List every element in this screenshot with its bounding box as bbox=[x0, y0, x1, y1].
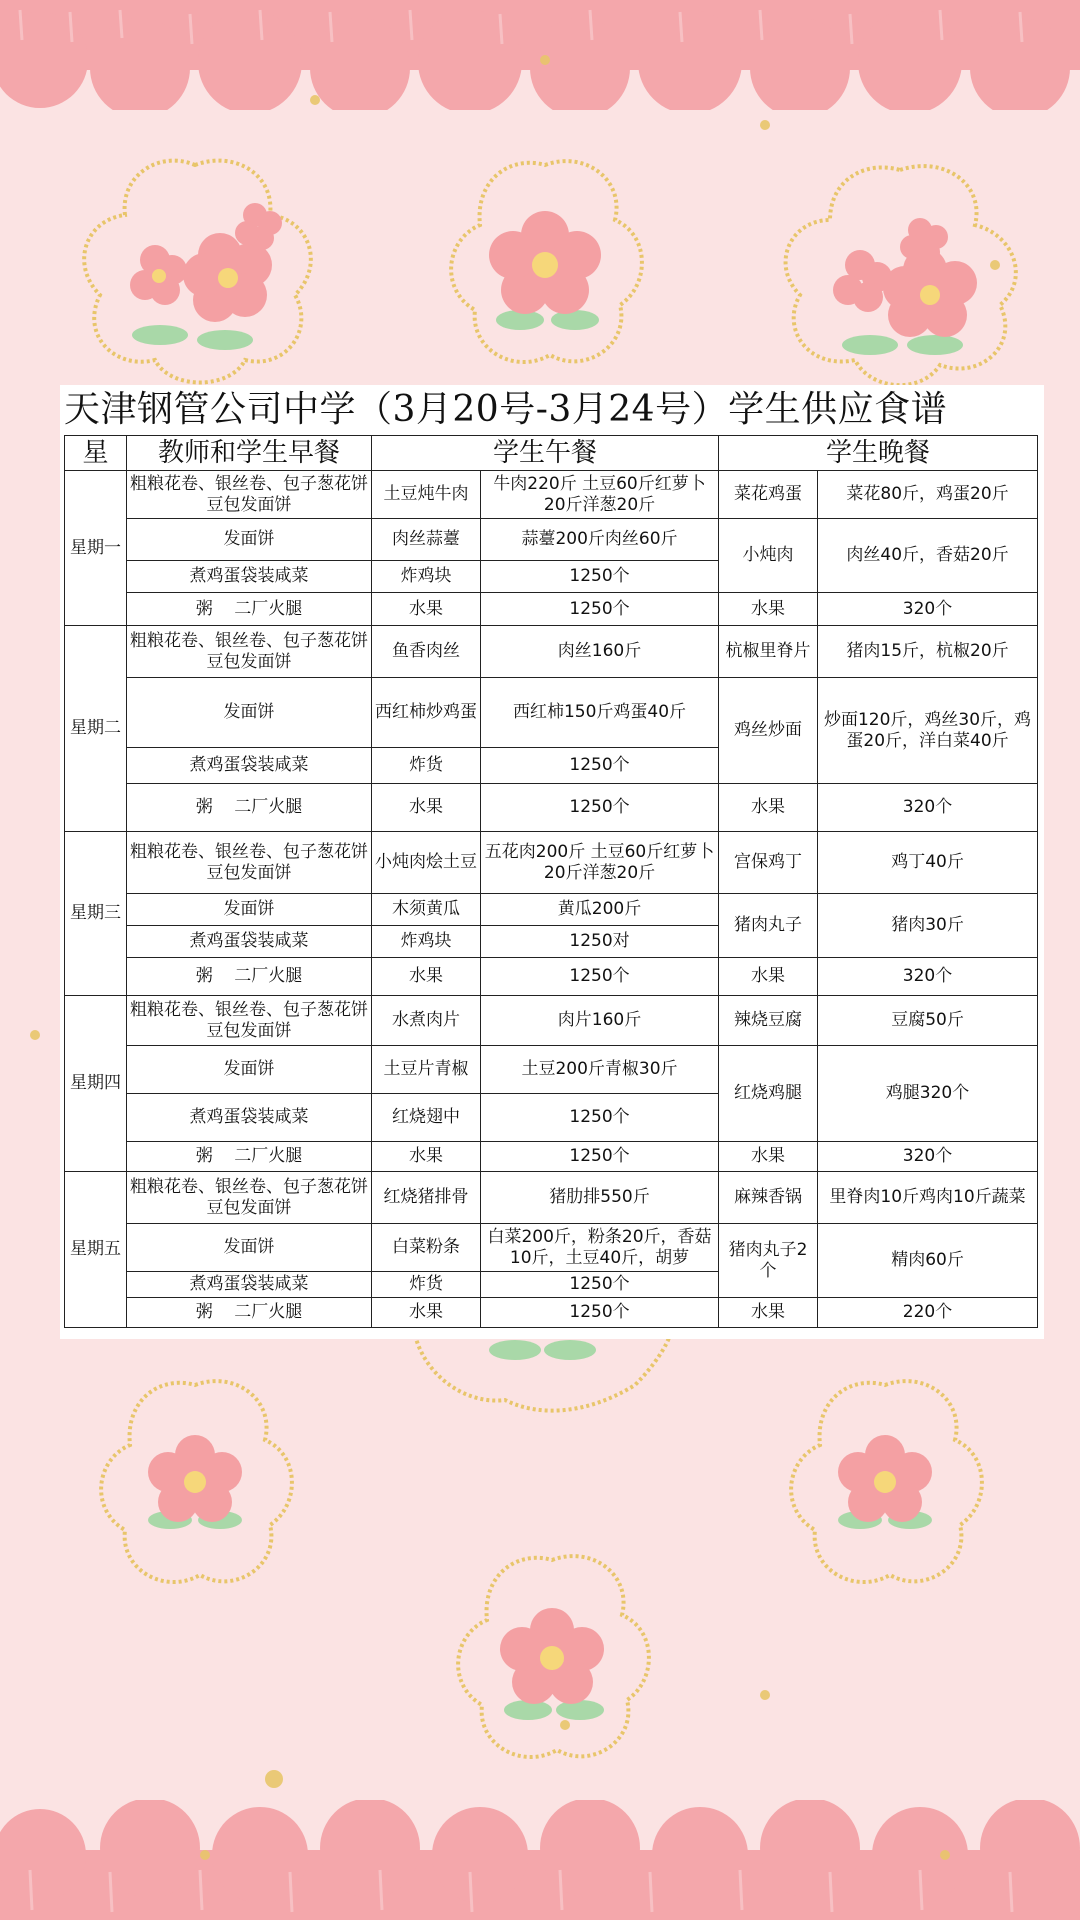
lunch-qty-cell: 1250个 bbox=[481, 958, 719, 996]
breakfast-cell: 粥 二厂火腿 bbox=[127, 1142, 372, 1172]
lunch-qty-cell: 1250个 bbox=[481, 593, 719, 626]
dinner-qty-cell: 猪肉30斤 bbox=[818, 894, 1038, 958]
sparkle-dot bbox=[560, 1720, 570, 1730]
dinner-qty-cell: 猪肉15斤，杭椒20斤 bbox=[818, 626, 1038, 678]
dinner-qty-cell: 220个 bbox=[818, 1298, 1038, 1328]
flower-cluster-icon bbox=[60, 145, 330, 385]
lunch-qty-cell: 1250对 bbox=[481, 926, 719, 958]
lunch-dish-cell: 炸货 bbox=[372, 748, 481, 784]
dinner-dish-cell: 水果 bbox=[719, 1142, 818, 1172]
dinner-dish-cell: 杭椒里脊片 bbox=[719, 626, 818, 678]
table-row bbox=[65, 996, 1038, 1046]
day-label: 星期四 bbox=[65, 996, 127, 1172]
breakfast-cell: 发面饼 bbox=[127, 519, 372, 561]
lunch-dish-cell: 白菜粉条 bbox=[372, 1224, 481, 1272]
table-row bbox=[65, 784, 1038, 832]
table-row bbox=[65, 894, 1038, 926]
dinner-dish-cell: 麻辣香锅 bbox=[719, 1172, 818, 1224]
sparkle-dot bbox=[200, 1850, 210, 1860]
header-lunch: 学生午餐 bbox=[372, 436, 719, 471]
lunch-qty-cell: 肉片160斤 bbox=[481, 996, 719, 1046]
lunch-qty-cell: 牛肉220斤 土豆60斤红萝卜20斤洋葱20斤 bbox=[481, 471, 719, 519]
breakfast-cell: 粗粮花卷、银丝卷、包子葱花饼豆包发面饼 bbox=[127, 626, 372, 678]
breakfast-cell: 粗粮花卷、银丝卷、包子葱花饼豆包发面饼 bbox=[127, 996, 372, 1046]
dinner-dish-cell: 辣烧豆腐 bbox=[719, 996, 818, 1046]
sparkle-dot bbox=[760, 120, 770, 130]
sparkle-dot bbox=[990, 260, 1000, 270]
lunch-qty-cell: 五花肉200斤 土豆60斤红萝卜20斤洋葱20斤 bbox=[481, 832, 719, 894]
dinner-qty-cell: 里脊肉10斤鸡肉10斤蔬菜 bbox=[818, 1172, 1038, 1224]
dinner-qty-cell: 豆腐50斤 bbox=[818, 996, 1038, 1046]
dinner-dish-cell: 菜花鸡蛋 bbox=[719, 471, 818, 519]
breakfast-cell: 煮鸡蛋袋装咸菜 bbox=[127, 926, 372, 958]
breakfast-cell: 煮鸡蛋袋装咸菜 bbox=[127, 561, 372, 593]
lunch-dish-cell: 鱼香肉丝 bbox=[372, 626, 481, 678]
breakfast-cell: 粥 二厂火腿 bbox=[127, 1298, 372, 1328]
dinner-qty-cell: 320个 bbox=[818, 958, 1038, 996]
lunch-dish-cell: 小炖肉烩土豆 bbox=[372, 832, 481, 894]
lunch-qty-cell: 1250个 bbox=[481, 1142, 719, 1172]
table-row bbox=[65, 1298, 1038, 1328]
day-label: 星期三 bbox=[65, 832, 127, 996]
dinner-qty-cell: 菜花80斤，鸡蛋20斤 bbox=[818, 471, 1038, 519]
dinner-qty-cell: 炒面120斤，鸡丝30斤，鸡蛋20斤，洋白菜40斤 bbox=[818, 678, 1038, 784]
header-day: 星 bbox=[65, 436, 127, 471]
lunch-dish-cell: 红烧翅中 bbox=[372, 1094, 481, 1142]
breakfast-cell: 粗粮花卷、银丝卷、包子葱花饼豆包发面饼 bbox=[127, 832, 372, 894]
lunch-dish-cell: 土豆炖牛肉 bbox=[372, 471, 481, 519]
dinner-dish-cell: 水果 bbox=[719, 593, 818, 626]
lunch-qty-cell: 肉丝160斤 bbox=[481, 626, 719, 678]
dinner-qty-cell: 鸡丁40斤 bbox=[818, 832, 1038, 894]
breakfast-cell: 发面饼 bbox=[127, 1046, 372, 1094]
dinner-dish-cell: 猪肉丸子2个 bbox=[719, 1224, 818, 1298]
dinner-qty-cell: 肉丝40斤，香菇20斤 bbox=[818, 519, 1038, 593]
lunch-qty-cell: 1250个 bbox=[481, 1094, 719, 1142]
lunch-qty-cell: 西红柿150斤鸡蛋40斤 bbox=[481, 678, 719, 748]
table-row bbox=[65, 519, 1038, 561]
lunch-qty-cell: 黄瓜200斤 bbox=[481, 894, 719, 926]
dinner-dish-cell: 小炖肉 bbox=[719, 519, 818, 593]
table-row bbox=[65, 1046, 1038, 1094]
dinner-dish-cell: 水果 bbox=[719, 958, 818, 996]
dinner-qty-cell: 精肉60斤 bbox=[818, 1224, 1038, 1298]
dinner-qty-cell: 鸡腿320个 bbox=[818, 1046, 1038, 1142]
lunch-dish-cell: 水果 bbox=[372, 593, 481, 626]
bottom-scalloped-border bbox=[0, 1800, 1080, 1920]
sparkle-dot bbox=[30, 1030, 40, 1040]
dinner-dish-cell: 猪肉丸子 bbox=[719, 894, 818, 958]
breakfast-cell: 粥 二厂火腿 bbox=[127, 784, 372, 832]
breakfast-cell: 发面饼 bbox=[127, 678, 372, 748]
lunch-qty-cell: 白菜200斤，粉条20斤，香菇10斤，土豆40斤，胡萝 bbox=[481, 1224, 719, 1272]
breakfast-cell: 煮鸡蛋袋装咸菜 bbox=[127, 1272, 372, 1298]
table-header-row bbox=[65, 436, 1038, 471]
lunch-dish-cell: 炸鸡块 bbox=[372, 926, 481, 958]
lunch-qty-cell: 1250个 bbox=[481, 1272, 719, 1298]
breakfast-cell: 煮鸡蛋袋装咸菜 bbox=[127, 748, 372, 784]
dinner-qty-cell: 320个 bbox=[818, 784, 1038, 832]
header-breakfast: 教师和学生早餐 bbox=[127, 436, 372, 471]
lunch-dish-cell: 红烧猪排骨 bbox=[372, 1172, 481, 1224]
breakfast-cell: 发面饼 bbox=[127, 894, 372, 926]
breakfast-cell: 发面饼 bbox=[127, 1224, 372, 1272]
sparkle-dot bbox=[265, 1770, 283, 1788]
breakfast-cell: 煮鸡蛋袋装咸菜 bbox=[127, 1094, 372, 1142]
day-label: 星期五 bbox=[65, 1172, 127, 1328]
dinner-dish-cell: 水果 bbox=[719, 1298, 818, 1328]
lunch-dish-cell: 水果 bbox=[372, 1298, 481, 1328]
menu-sheet bbox=[60, 385, 1044, 1339]
dinner-dish-cell: 红烧鸡腿 bbox=[719, 1046, 818, 1142]
dinner-dish-cell: 水果 bbox=[719, 784, 818, 832]
breakfast-cell: 粥 二厂火腿 bbox=[127, 958, 372, 996]
lunch-dish-cell: 土豆片青椒 bbox=[372, 1046, 481, 1094]
lunch-dish-cell: 水果 bbox=[372, 1142, 481, 1172]
lunch-qty-cell: 1250个 bbox=[481, 1298, 719, 1328]
lunch-dish-cell: 西红柿炒鸡蛋 bbox=[372, 678, 481, 748]
breakfast-cell: 粗粮花卷、银丝卷、包子葱花饼豆包发面饼 bbox=[127, 1172, 372, 1224]
day-label: 星期二 bbox=[65, 626, 127, 832]
sparkle-dot bbox=[310, 95, 320, 105]
day-label: 星期一 bbox=[65, 471, 127, 626]
lunch-qty-cell: 1250个 bbox=[481, 561, 719, 593]
lunch-qty-cell: 猪肋排550斤 bbox=[481, 1172, 719, 1224]
flower-single-icon bbox=[80, 1370, 310, 1600]
lunch-qty-cell: 1250个 bbox=[481, 748, 719, 784]
lunch-dish-cell: 炸货 bbox=[372, 1272, 481, 1298]
breakfast-cell: 粗粮花卷、银丝卷、包子葱花饼豆包发面饼 bbox=[127, 471, 372, 519]
breakfast-cell: 粥 二厂火腿 bbox=[127, 593, 372, 626]
flower-single-icon bbox=[405, 1335, 675, 1425]
lunch-qty-cell: 1250个 bbox=[481, 784, 719, 832]
dinner-qty-cell: 320个 bbox=[818, 593, 1038, 626]
table-row bbox=[65, 1172, 1038, 1224]
table-row bbox=[65, 678, 1038, 748]
lunch-dish-cell: 水果 bbox=[372, 784, 481, 832]
menu-table bbox=[64, 435, 1038, 1328]
top-scalloped-border bbox=[0, 0, 1080, 110]
table-row bbox=[65, 1142, 1038, 1172]
sparkle-dot bbox=[940, 1850, 950, 1860]
table-row bbox=[65, 958, 1038, 996]
lunch-dish-cell: 炸鸡块 bbox=[372, 561, 481, 593]
dinner-dish-cell: 鸡丝炒面 bbox=[719, 678, 818, 784]
dinner-qty-cell: 320个 bbox=[818, 1142, 1038, 1172]
page-title: 天津钢管公司中学（3月20号-3月24号）学生供应食谱 bbox=[64, 389, 948, 430]
lunch-dish-cell: 水煮肉片 bbox=[372, 996, 481, 1046]
flower-single-icon bbox=[770, 1370, 1000, 1600]
flower-single-icon bbox=[440, 1545, 665, 1780]
lunch-qty-cell: 土豆200斤青椒30斤 bbox=[481, 1046, 719, 1094]
lunch-dish-cell: 水果 bbox=[372, 958, 481, 996]
flower-cluster-icon bbox=[760, 155, 1040, 385]
table-row bbox=[65, 626, 1038, 678]
flower-single-icon bbox=[435, 150, 655, 380]
sparkle-dot bbox=[540, 55, 550, 65]
table-row bbox=[65, 1224, 1038, 1272]
sparkle-dot bbox=[760, 1690, 770, 1700]
lunch-qty-cell: 蒜薹200斤肉丝60斤 bbox=[481, 519, 719, 561]
table-row bbox=[65, 471, 1038, 519]
header-dinner: 学生晚餐 bbox=[719, 436, 1038, 471]
table-row bbox=[65, 593, 1038, 626]
lunch-dish-cell: 木须黄瓜 bbox=[372, 894, 481, 926]
dinner-dish-cell: 宫保鸡丁 bbox=[719, 832, 818, 894]
table-row bbox=[65, 832, 1038, 894]
lunch-dish-cell: 肉丝蒜薹 bbox=[372, 519, 481, 561]
